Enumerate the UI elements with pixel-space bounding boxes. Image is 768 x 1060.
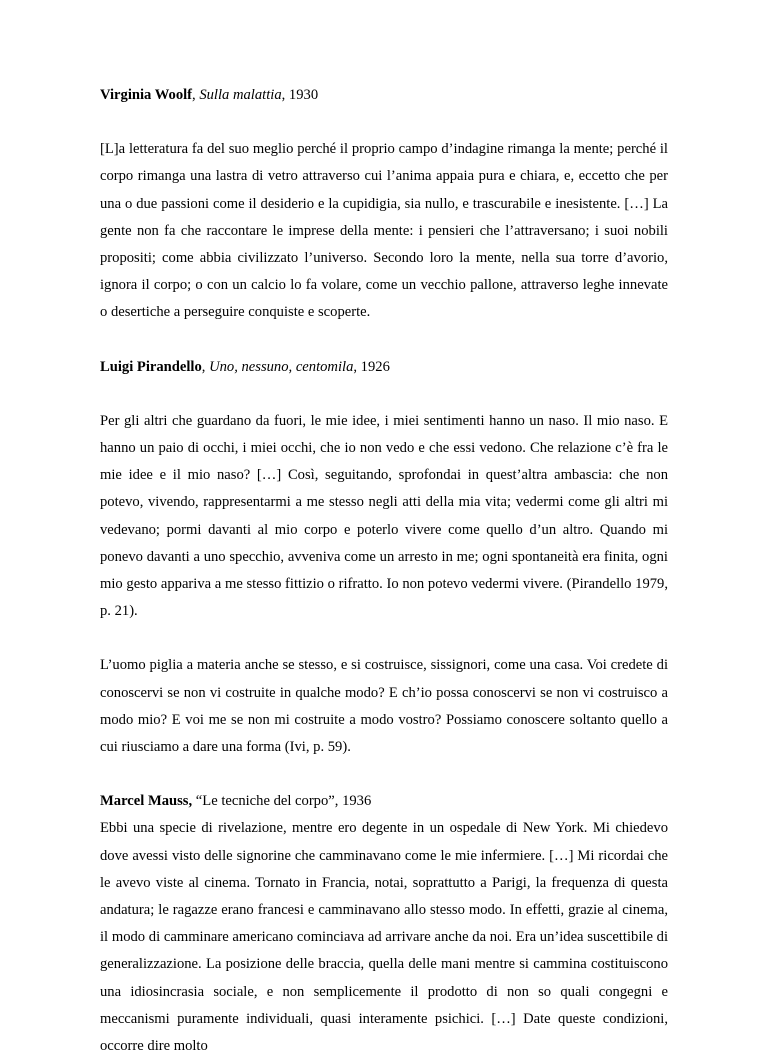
author-name: Marcel Mauss, bbox=[100, 793, 193, 810]
work-title: Sulla malattia bbox=[199, 87, 282, 103]
section-heading-pirandello: Luigi Pirandello, Uno, nessuno, centomila, 1926 bbox=[100, 358, 390, 375]
document-page bbox=[100, 82, 668, 1060]
quote-paragraph: Per gli altri che guardano da fuori, le mie idee, i miei sentimenti hanno un naso. Il mio naso. E hanno un paio di occhi, i miei occhi, che io non vedo e che essi vedono. Che relazione c’è fra le mie idee e il mio naso? […] Così, seguitando, sprofondai in quest’altra ambascia: che non potevo, vivendo, rappresentarmi a me stesso negli atti della mia vita; vedermi come gli altri mi vedevano; pormi davanti al mio corpo e poterlo vivere come quello d’un altro. Quando mi ponevo davanti a uno specchio, avveniva come un arresto in me; ogni spontaneità era finita, ogni mio gesto appariva a me stesso fittizio o rifratto. Io non potevo vedermi vivere. (Pirandello 1979, p. 21). bbox=[100, 412, 668, 620]
quote-paragraph: Ebbi una specie di rivelazione, mentre ero degente in un ospedale di New York. Mi chiedevo dove avessi visto delle signorine che camminavano come le mie infermiere. […] Mi ricordai che le avevo viste al cinema. Tornato in Francia, notai, soprattutto a Parigi, la frequenza di questa andatura; le ragazze erano francesi e camminavano allo stesso modo. In effetti, grazie al cinema, il modo di camminare americano cominciava ad arrivare anche da noi. Era un’idea suscettibile di generalizzazione. La posizione delle braccia, quella delle mani mentre si cammina costituiscono una idiosincrasia sociale, e non semplicemente il prodotto di non so quali congegni e meccanismi puramente individuali, quasi interamente psichici. […] Date queste condizioni, occorre dire molto bbox=[100, 820, 668, 1055]
author-name: Luigi Pirandello bbox=[100, 358, 202, 375]
quote-paragraph: L’uomo piglia a materia anche se stesso, e si costruisce, sissignori, come una casa. Voi credete di conoscervi se non vi costruite in qualche modo? E ch’io possa conoscervi se non vi costruisco a modo mio? E voi me se non mi costruite a modo vostro? Possiamo conoscere soltanto quello a cui riusciamo a dare una forma (Ivi, p. 59). bbox=[100, 657, 668, 756]
work-title: “Le tecniche del corpo” bbox=[195, 793, 335, 810]
section-heading-mauss: Marcel Mauss, “Le tecniche del corpo”, 1936 bbox=[100, 793, 372, 810]
work-year: 1926 bbox=[360, 358, 390, 375]
author-name: Virginia Woolf bbox=[100, 87, 193, 103]
quote-paragraph: [L]a letteratura fa del suo meglio perché il proprio campo d’indagine rimanga la mente; perché il corpo rimanga una lastra di vetro attraverso cui l’anima appaia pura e chiara, e, eccetto che per una o due passioni come il desiderio e la cupidigia, sia nullo, e trascurabile e inesistente. […] La gente non fa che raccontare le imprese della mente: i pensieri che l’attraversano; i suoi nobili propositi; come abbia civilizzato l’universo. Secondo loro la mente, nella sua torre d’avorio, ignora il corpo; o con un calcio lo fa volare, come un vecchio pallone, attraverso leghe innevate o desertiche a perseguire conquiste e scoperte. bbox=[100, 141, 668, 321]
work-title: Uno, nessuno, centomila bbox=[209, 358, 354, 375]
section-heading-woolf: Virginia Woolf, Sulla malattia, 1930 bbox=[100, 87, 319, 103]
work-year: 1930 bbox=[288, 87, 319, 103]
work-year: 1936 bbox=[342, 793, 372, 810]
